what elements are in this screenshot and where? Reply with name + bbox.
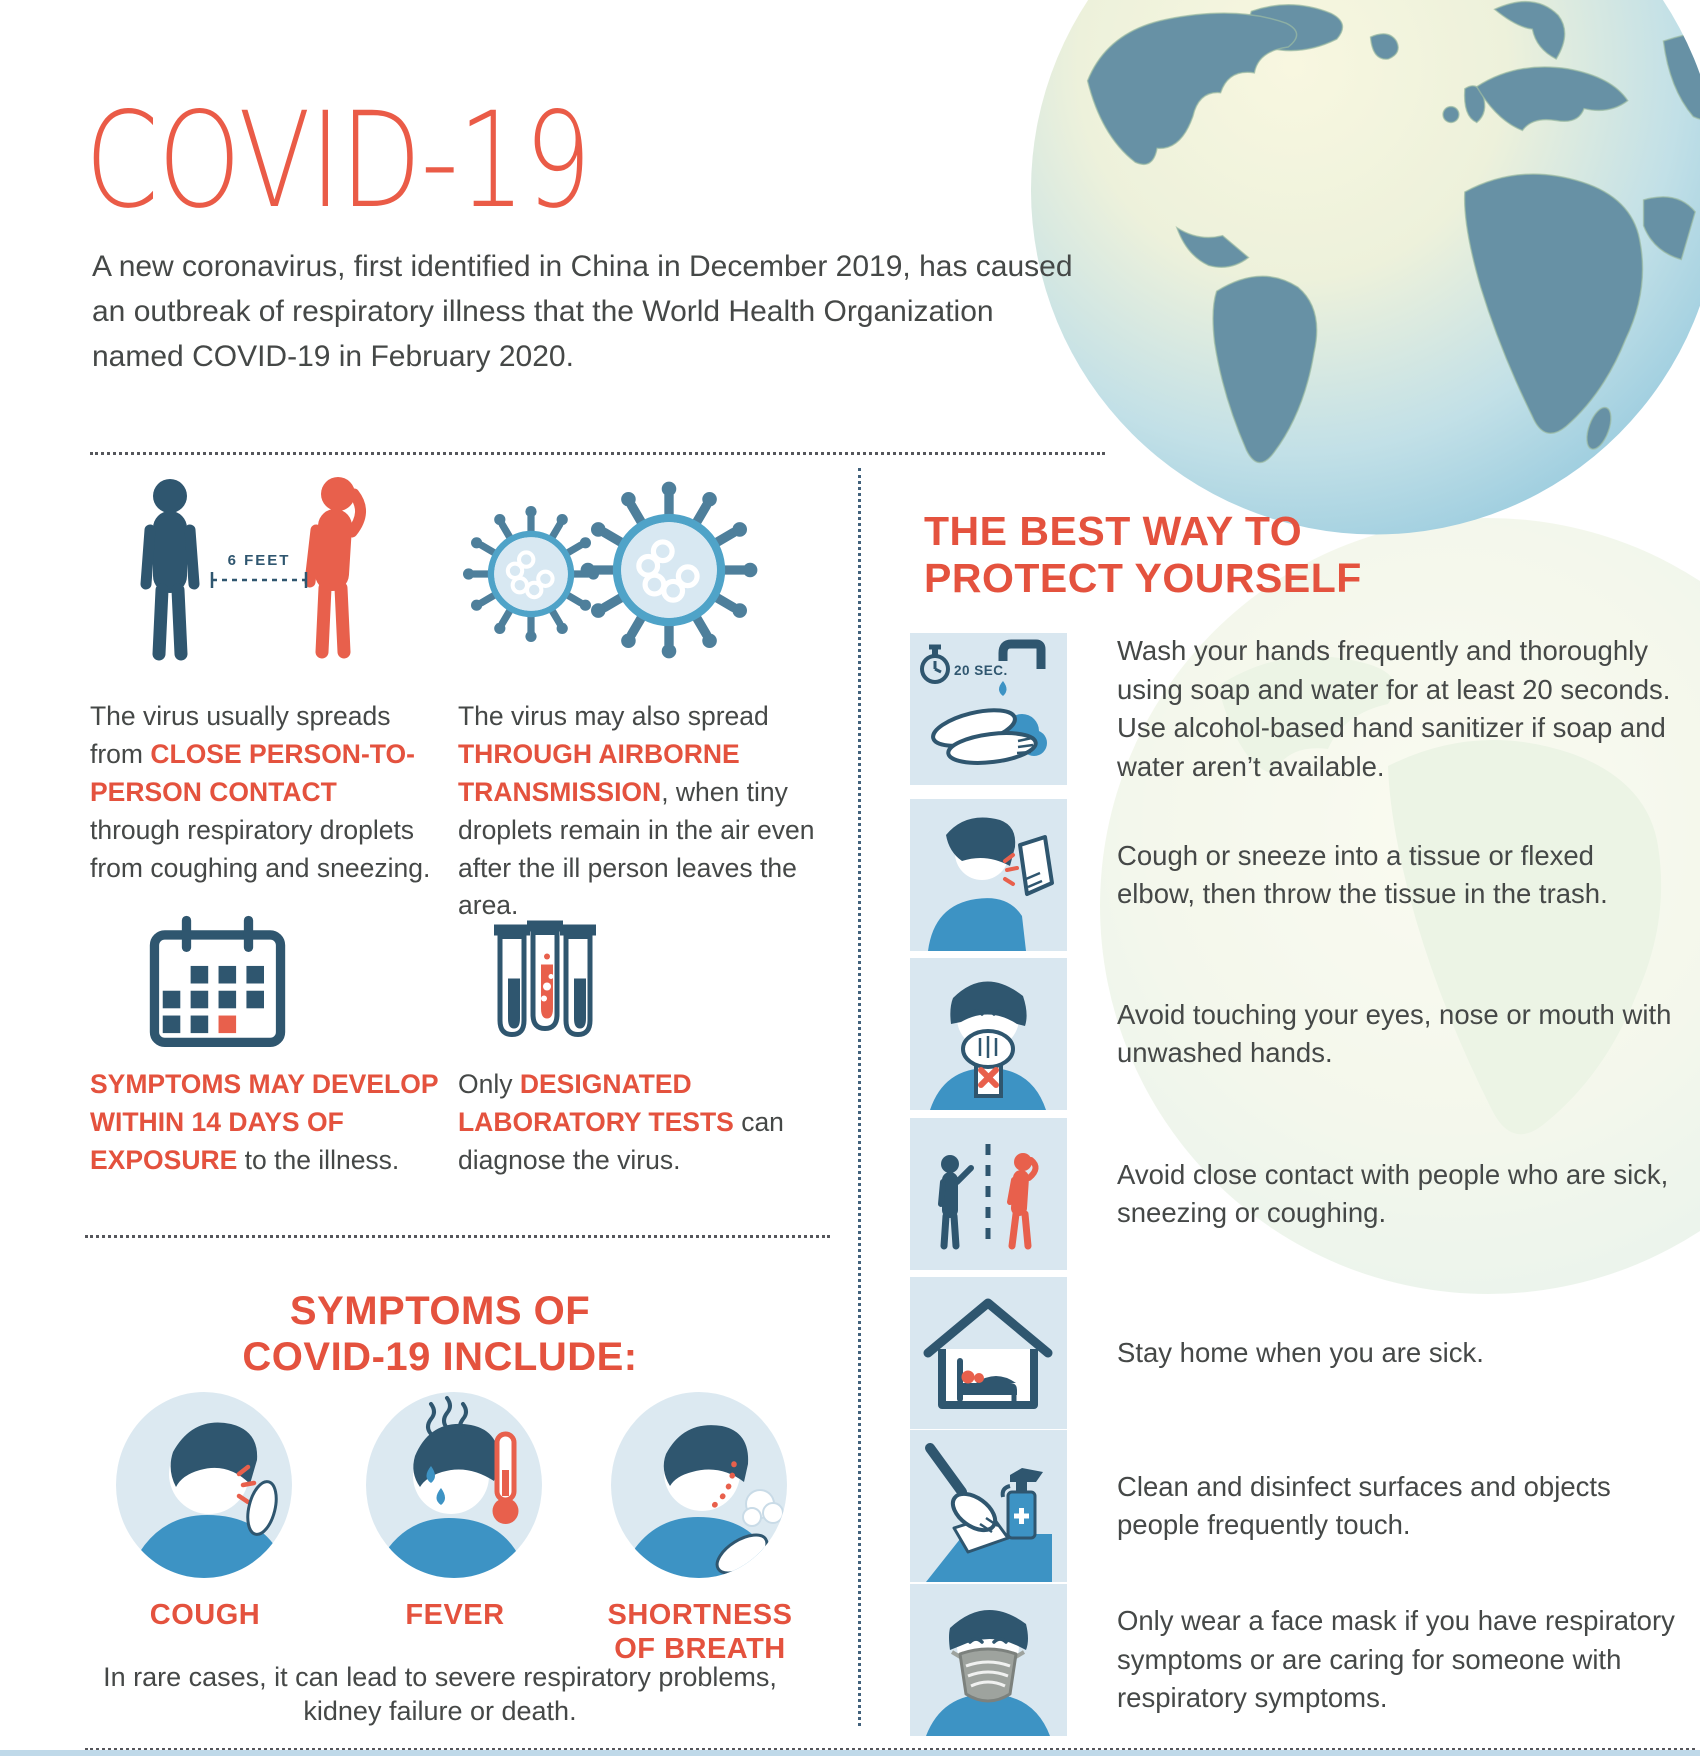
airborne-text-em: THROUGH AIRBORNE TRANSMISSION xyxy=(458,738,740,807)
disinfect-tile xyxy=(910,1430,1067,1582)
airborne-text-pre: The virus may also spread xyxy=(458,701,769,731)
avoid-touching-face-tile xyxy=(910,958,1067,1110)
protect-heading-line1: THE BEST WAY TO xyxy=(924,508,1303,554)
rare-cases-note-line2: kidney failure or death. xyxy=(303,1696,577,1726)
face-mask-icon xyxy=(910,1584,1067,1736)
protect-item-cough-tissue xyxy=(910,799,1680,951)
timer-label: 20 SEC. xyxy=(954,663,1008,678)
intro-text: A new coronavirus, first identified in China in December 2019, has caused an outbreak of respiratory illness that the World Health Organization named COVID-19 in February 2020. xyxy=(92,250,1073,373)
six-feet-distance-icon xyxy=(110,468,400,673)
symptom-label-shortness-of-breath: SHORTNESS OF BREATH xyxy=(607,1599,793,1665)
protect-item-wash-hands xyxy=(910,633,1680,785)
protect-text-avoid-touching-face: Avoid touching your eyes, nose or mouth with unwashed hands. xyxy=(1117,998,1672,1068)
symptom-label-cough: COUGH xyxy=(149,1599,261,1631)
disinfect-icon xyxy=(910,1430,1067,1582)
symptoms-heading-line2: COVID-19 INCLUDE: xyxy=(242,1335,638,1379)
column-divider xyxy=(858,468,861,1726)
incubation-text-em: SYMPTOMS MAY DEVELOP WITHIN 14 DAYS OF EXPOSURE xyxy=(90,1069,439,1175)
cough-symptom-icon xyxy=(97,1378,312,1593)
rare-cases-note-line1: In rare cases, it can lead to severe respiratory problems, xyxy=(103,1662,777,1692)
contact-text xyxy=(90,698,432,887)
test-tubes-icon xyxy=(470,904,620,1059)
coronavirus-icon xyxy=(455,468,765,673)
fever-symptom-icon xyxy=(347,1378,562,1593)
rare-cases-note xyxy=(90,1660,790,1728)
protect-heading-line2: PROTECT YOURSELF xyxy=(924,555,1362,601)
contact-text-post: through respiratory droplets from coughing and sneezing. xyxy=(90,814,431,883)
avoid-close-contact-icon xyxy=(910,1118,1067,1270)
page-title: COVID-19 xyxy=(85,84,591,238)
protect-text-stay-home: Stay home when you are sick. xyxy=(1117,1336,1484,1368)
cough-tissue-tile xyxy=(910,799,1067,951)
calendar-icon xyxy=(140,906,295,1061)
top-divider xyxy=(90,452,1105,455)
contact-text-pre: The virus usually spreads from xyxy=(90,701,391,769)
cough-into-tissue-icon xyxy=(910,799,1067,951)
airborne-text xyxy=(458,698,818,925)
bottom-edge-strip xyxy=(0,1750,1700,1756)
protect-text-cough-tissue: Cough or sneeze into a tissue or flexed elbow, then throw the tissue in the trash. xyxy=(1117,839,1608,909)
avoid-touching-face-icon xyxy=(910,958,1067,1110)
symptoms-heading-line1: SYMPTOMS OF xyxy=(289,1289,591,1333)
protect-text-disinfect: Clean and disinfect surfaces and objects people frequently touch. xyxy=(1117,1470,1611,1540)
testing-text-em: DESIGNATED LABORATORY TESTS xyxy=(458,1069,734,1137)
incubation-text-post: to the illness. xyxy=(237,1144,400,1175)
protect-item-avoid-close-contact xyxy=(910,1118,1680,1270)
testing-text xyxy=(458,1066,818,1180)
airborne-text-post: , when tiny droplets remain in the air even after the ill person leaves the area. xyxy=(458,776,815,921)
handwash-tile xyxy=(910,633,1067,785)
protect-text-face-mask: Only wear a face mask if you have respiratory symptoms or are caring for someone with respiratory symptoms. xyxy=(1117,1605,1675,1714)
contact-text-em: CLOSE PERSON-TO-PERSON CONTACT xyxy=(90,738,415,807)
face-mask-tile xyxy=(910,1584,1067,1736)
protect-item-stay-home xyxy=(910,1277,1680,1429)
handwash-icon xyxy=(910,633,1067,785)
protect-item-disinfect xyxy=(910,1430,1680,1582)
stay-home-icon xyxy=(910,1277,1067,1429)
symptoms-heading xyxy=(90,1288,790,1380)
stay-home-tile xyxy=(910,1277,1067,1429)
protect-item-avoid-touching-face xyxy=(910,958,1680,1110)
protect-item-face-mask xyxy=(910,1584,1680,1736)
protect-heading xyxy=(924,508,1504,602)
protect-text-avoid-close-contact: Avoid close contact with people who are sick, sneezing or coughing. xyxy=(1117,1158,1669,1228)
testing-text-pre: Only xyxy=(458,1069,520,1099)
symptoms-divider xyxy=(85,1235,830,1238)
symptom-label-fever: FEVER xyxy=(405,1599,505,1631)
shortness-of-breath-icon xyxy=(592,1378,807,1593)
testing-text-post: can diagnose the virus. xyxy=(458,1106,784,1175)
protect-text-wash-hands: Wash your hands frequently and thoroughly using soap and water for at least 20 seconds. Use alcohol-based hand sanitizer if soap and water aren’t available. xyxy=(1117,635,1671,782)
incubation-text xyxy=(90,1066,440,1180)
distance-label: 6 FEET xyxy=(227,552,291,569)
avoid-close-contact-tile xyxy=(910,1118,1067,1270)
